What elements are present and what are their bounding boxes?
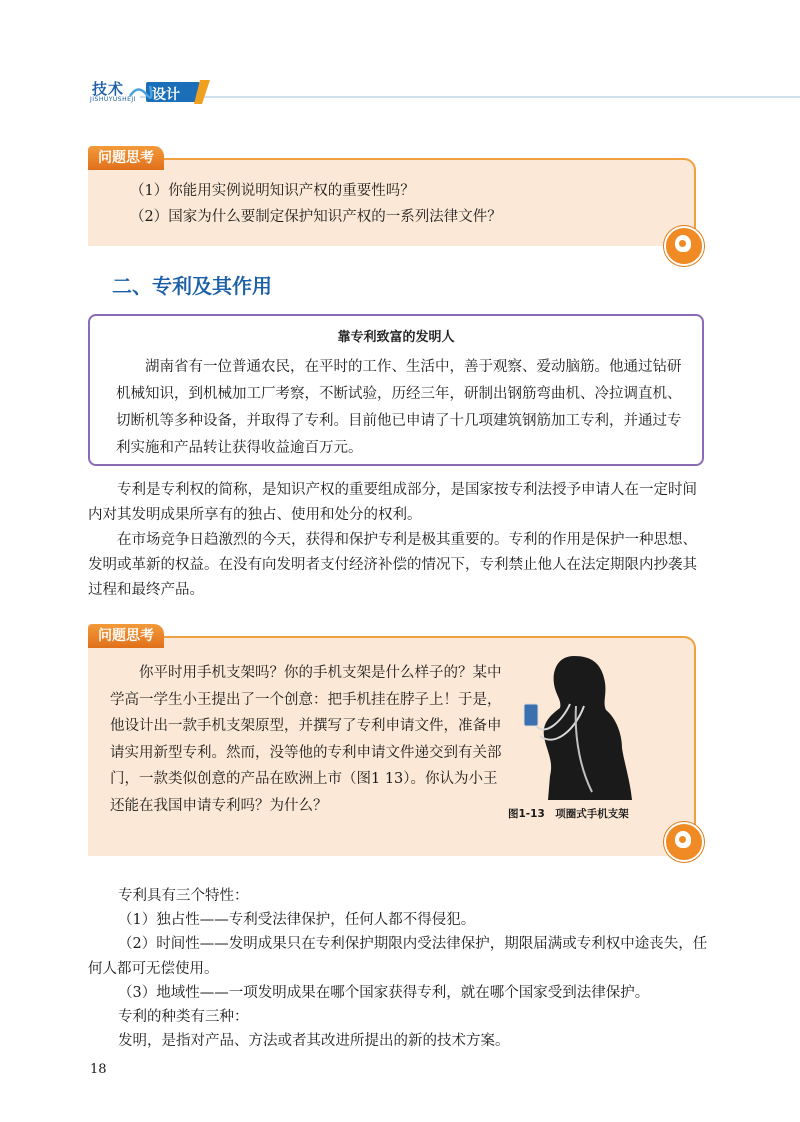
trait-3: （3）地域性——一项发明成果在哪个国家获得专利，就在哪个国家受到法律保护。 — [118, 985, 650, 1001]
think-label-2: 问题思考 — [88, 624, 164, 648]
thinking-head-icon — [664, 226, 704, 266]
traits-intro: 专利具有三个特性： — [118, 888, 249, 904]
think-label-1: 问题思考 — [88, 146, 164, 170]
page-number: 18 — [90, 1062, 107, 1077]
think2-text: 你平时用手机支架吗？你的手机支架是什么样子的？某中学高一学生小王提出了一个创意：把手机挂在脖子上！于是，他设计出一款手机支架原型，并撰写了专利申请文件，准备申请实用新型专利。然而，没等他的专利申请文件递交到有关部门，一款类似创意的产品在欧洲上市（图1 13）。你认为小王还能在我国申请专利吗？为什么？ — [110, 665, 502, 814]
trait-2: （2）时间性——发明成果只在专利保护期限内受法律保护，期限届满或专利权中途丧失，任何人都可无偿使用。 — [88, 936, 708, 977]
logo-mark-icon — [124, 76, 214, 106]
neck-phone-holder-figure — [512, 652, 662, 800]
thinking-head-icon — [664, 822, 704, 862]
kinds-intro: 专利的种类有三种： — [118, 1009, 249, 1025]
story-box — [88, 314, 704, 466]
think1-line-2: （2）国家为什么要制定保护知识产权的一系列法律文件？ — [130, 209, 502, 225]
header-rule — [140, 96, 800, 98]
story-text: 湖南省有一位普通农民，在平时的工作、生活中，善于观察、爱动脑筋。他通过钻研机械知识，到机械加工厂考察，不断试验，历经三年，研制出钢筋弯曲机、冷拉调直机、切断机等多种设备，并取得了专利。目前他已申请了十几项建筑钢筋加工专利，并通过专利实施和产品转让获得收益逾百万元。 — [116, 359, 682, 456]
paragraph-2: 在市场竞争日趋激烈的今天，获得和保护专利是极其重要的。专利的作用是保护一种思想、发明或革新的权益。在没有向发明者支付经济补偿的情况下，专利禁止他人在法定期限内抄袭其过程和最终产品。 — [88, 532, 697, 598]
figure-caption: 图1-13 项圈式手机支架 — [508, 808, 629, 820]
paragraph-1: 专利是专利权的简称，是知识产权的重要组成部分，是国家按专利法授予申请人在一定时间内对其发明成果所享有的独占、使用和处分的权利。 — [88, 482, 697, 523]
story-title: 靠专利致富的发明人 — [337, 330, 455, 345]
section-title: 二、专利及其作用 — [112, 274, 272, 298]
header-title-part1: 技术 — [92, 80, 125, 98]
header-title-part2: 设计 — [152, 87, 180, 103]
header-subtitle: JISHUYUSHEJI — [90, 96, 136, 103]
trait-1: （1）独占性——专利受法律保护，任何人都不得侵犯。 — [118, 912, 476, 928]
kind-invention: 发明，是指对产品、方法或者其改进所提出的新的技术方案。 — [118, 1033, 510, 1049]
think1-line-1: （1）你能用实例说明知识产权的重要性吗？ — [130, 183, 415, 199]
